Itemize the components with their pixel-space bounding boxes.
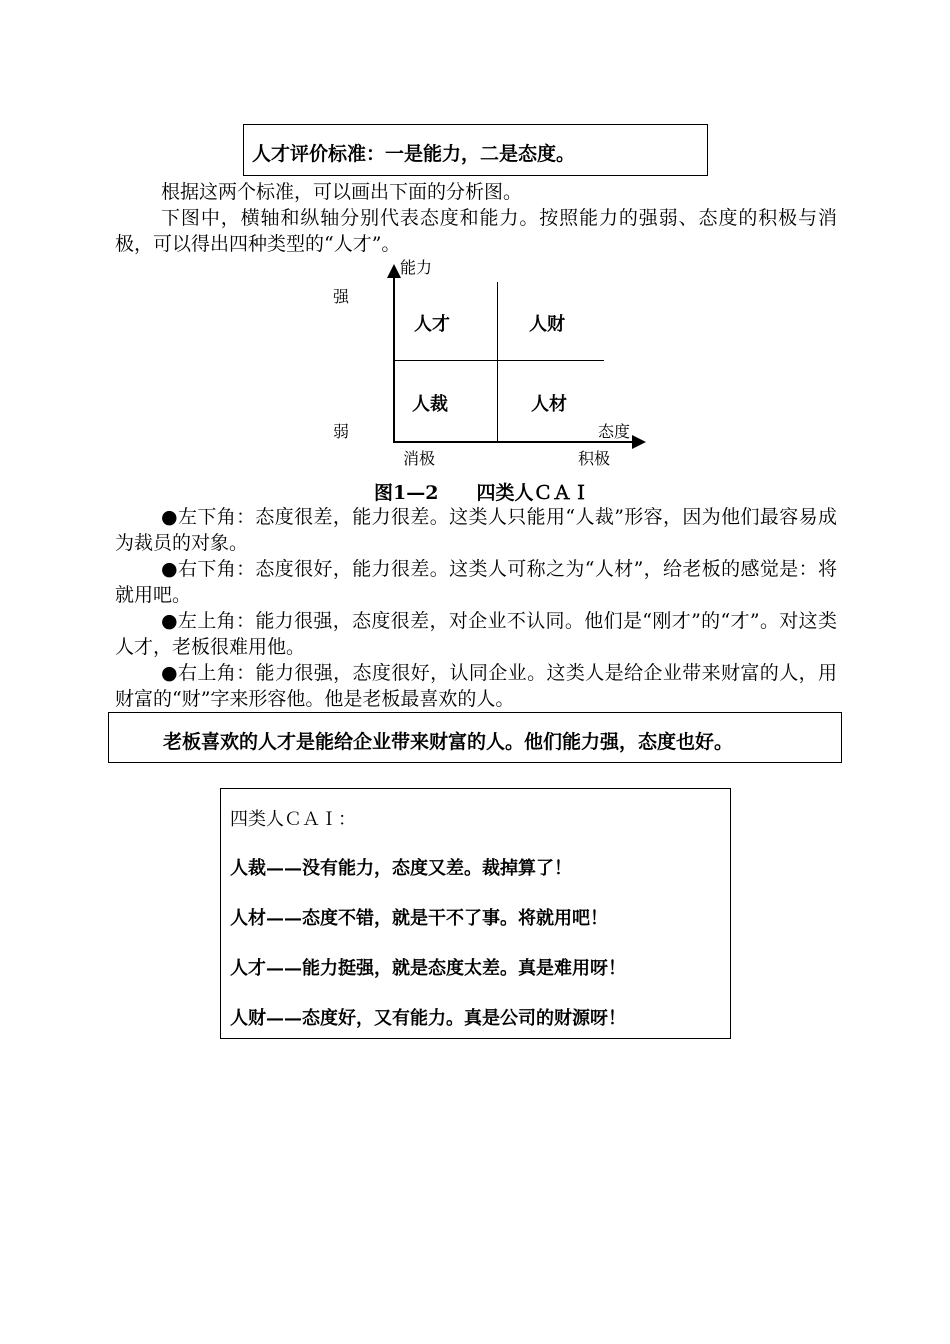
quadrant-top-right: 人财	[529, 314, 565, 335]
y-axis-label: 能力	[400, 258, 433, 277]
x-axis-arrow	[632, 435, 646, 449]
intro-line-1: 根据这两个标准，可以画出下面的分析图。	[161, 181, 523, 203]
quadrant-top-left: 人才	[414, 314, 450, 335]
y-axis	[393, 275, 395, 443]
x-low-label: 消极	[403, 449, 436, 468]
quadrant-bottom-right: 人材	[531, 394, 567, 415]
y-axis-arrow	[387, 264, 401, 278]
y-high-label: 强	[333, 287, 350, 306]
bullet-top-left: ●左上角：能力很强，态度很差，对企业不认同。他们是“刚才”的“才”。对这类人才，老板很难用他。	[115, 610, 837, 658]
x-axis-label: 态度	[598, 422, 631, 441]
summary-box	[108, 712, 842, 763]
y-low-label: 弱	[333, 422, 350, 441]
intro-line-2: 下图中，横轴和纵轴分别代表态度和能力。按照能力的强弱、态度的积极与消极，可以得出四种类型的“人才”。	[115, 207, 837, 255]
criteria-box	[243, 124, 708, 176]
criteria-text: 人才评价标准：一是能力，二是态度。	[252, 143, 576, 165]
figure-caption: 图1—2 四类人ＣＡＩ	[374, 482, 591, 504]
cai-item-rencai-talent: 人才——能力挺强，就是态度太差。真是难用呀！	[230, 958, 626, 979]
summary-text: 老板喜欢的人才是能给企业带来财富的人。他们能力强，态度也好。	[163, 731, 734, 753]
x-high-label: 积极	[578, 449, 611, 468]
vertical-divider	[497, 282, 498, 442]
quadrant-bottom-left: 人裁	[412, 394, 448, 415]
bullet-top-right: ●右上角：能力很强，态度很好，认同企业。这类人是给企业带来财富的人，用财富的“财”字来形容他。他是老板最喜欢的人。	[115, 662, 837, 710]
cai-title: 四类人ＣＡＩ：	[230, 809, 356, 830]
cai-item-rencai-cut: 人裁——没有能力，态度又差。裁掉算了！	[230, 858, 572, 879]
cai-item-rencai-material: 人材——态度不错，就是干不了事。将就用吧！	[230, 908, 608, 929]
bullet-bottom-right: ●右下角：态度很好，能力很差。这类人可称之为“人材”，给老板的感觉是：将就用吧。	[115, 558, 837, 606]
horizontal-divider	[393, 360, 604, 361]
cai-item-rencai-wealth: 人财——态度好，又有能力。真是公司的财源呀！	[230, 1008, 626, 1029]
bullet-bottom-left: ●左下角：态度很差，能力很差。这类人只能用“人裁”形容，因为他们最容易成为裁员的对象。	[115, 506, 837, 554]
x-axis	[393, 441, 633, 443]
